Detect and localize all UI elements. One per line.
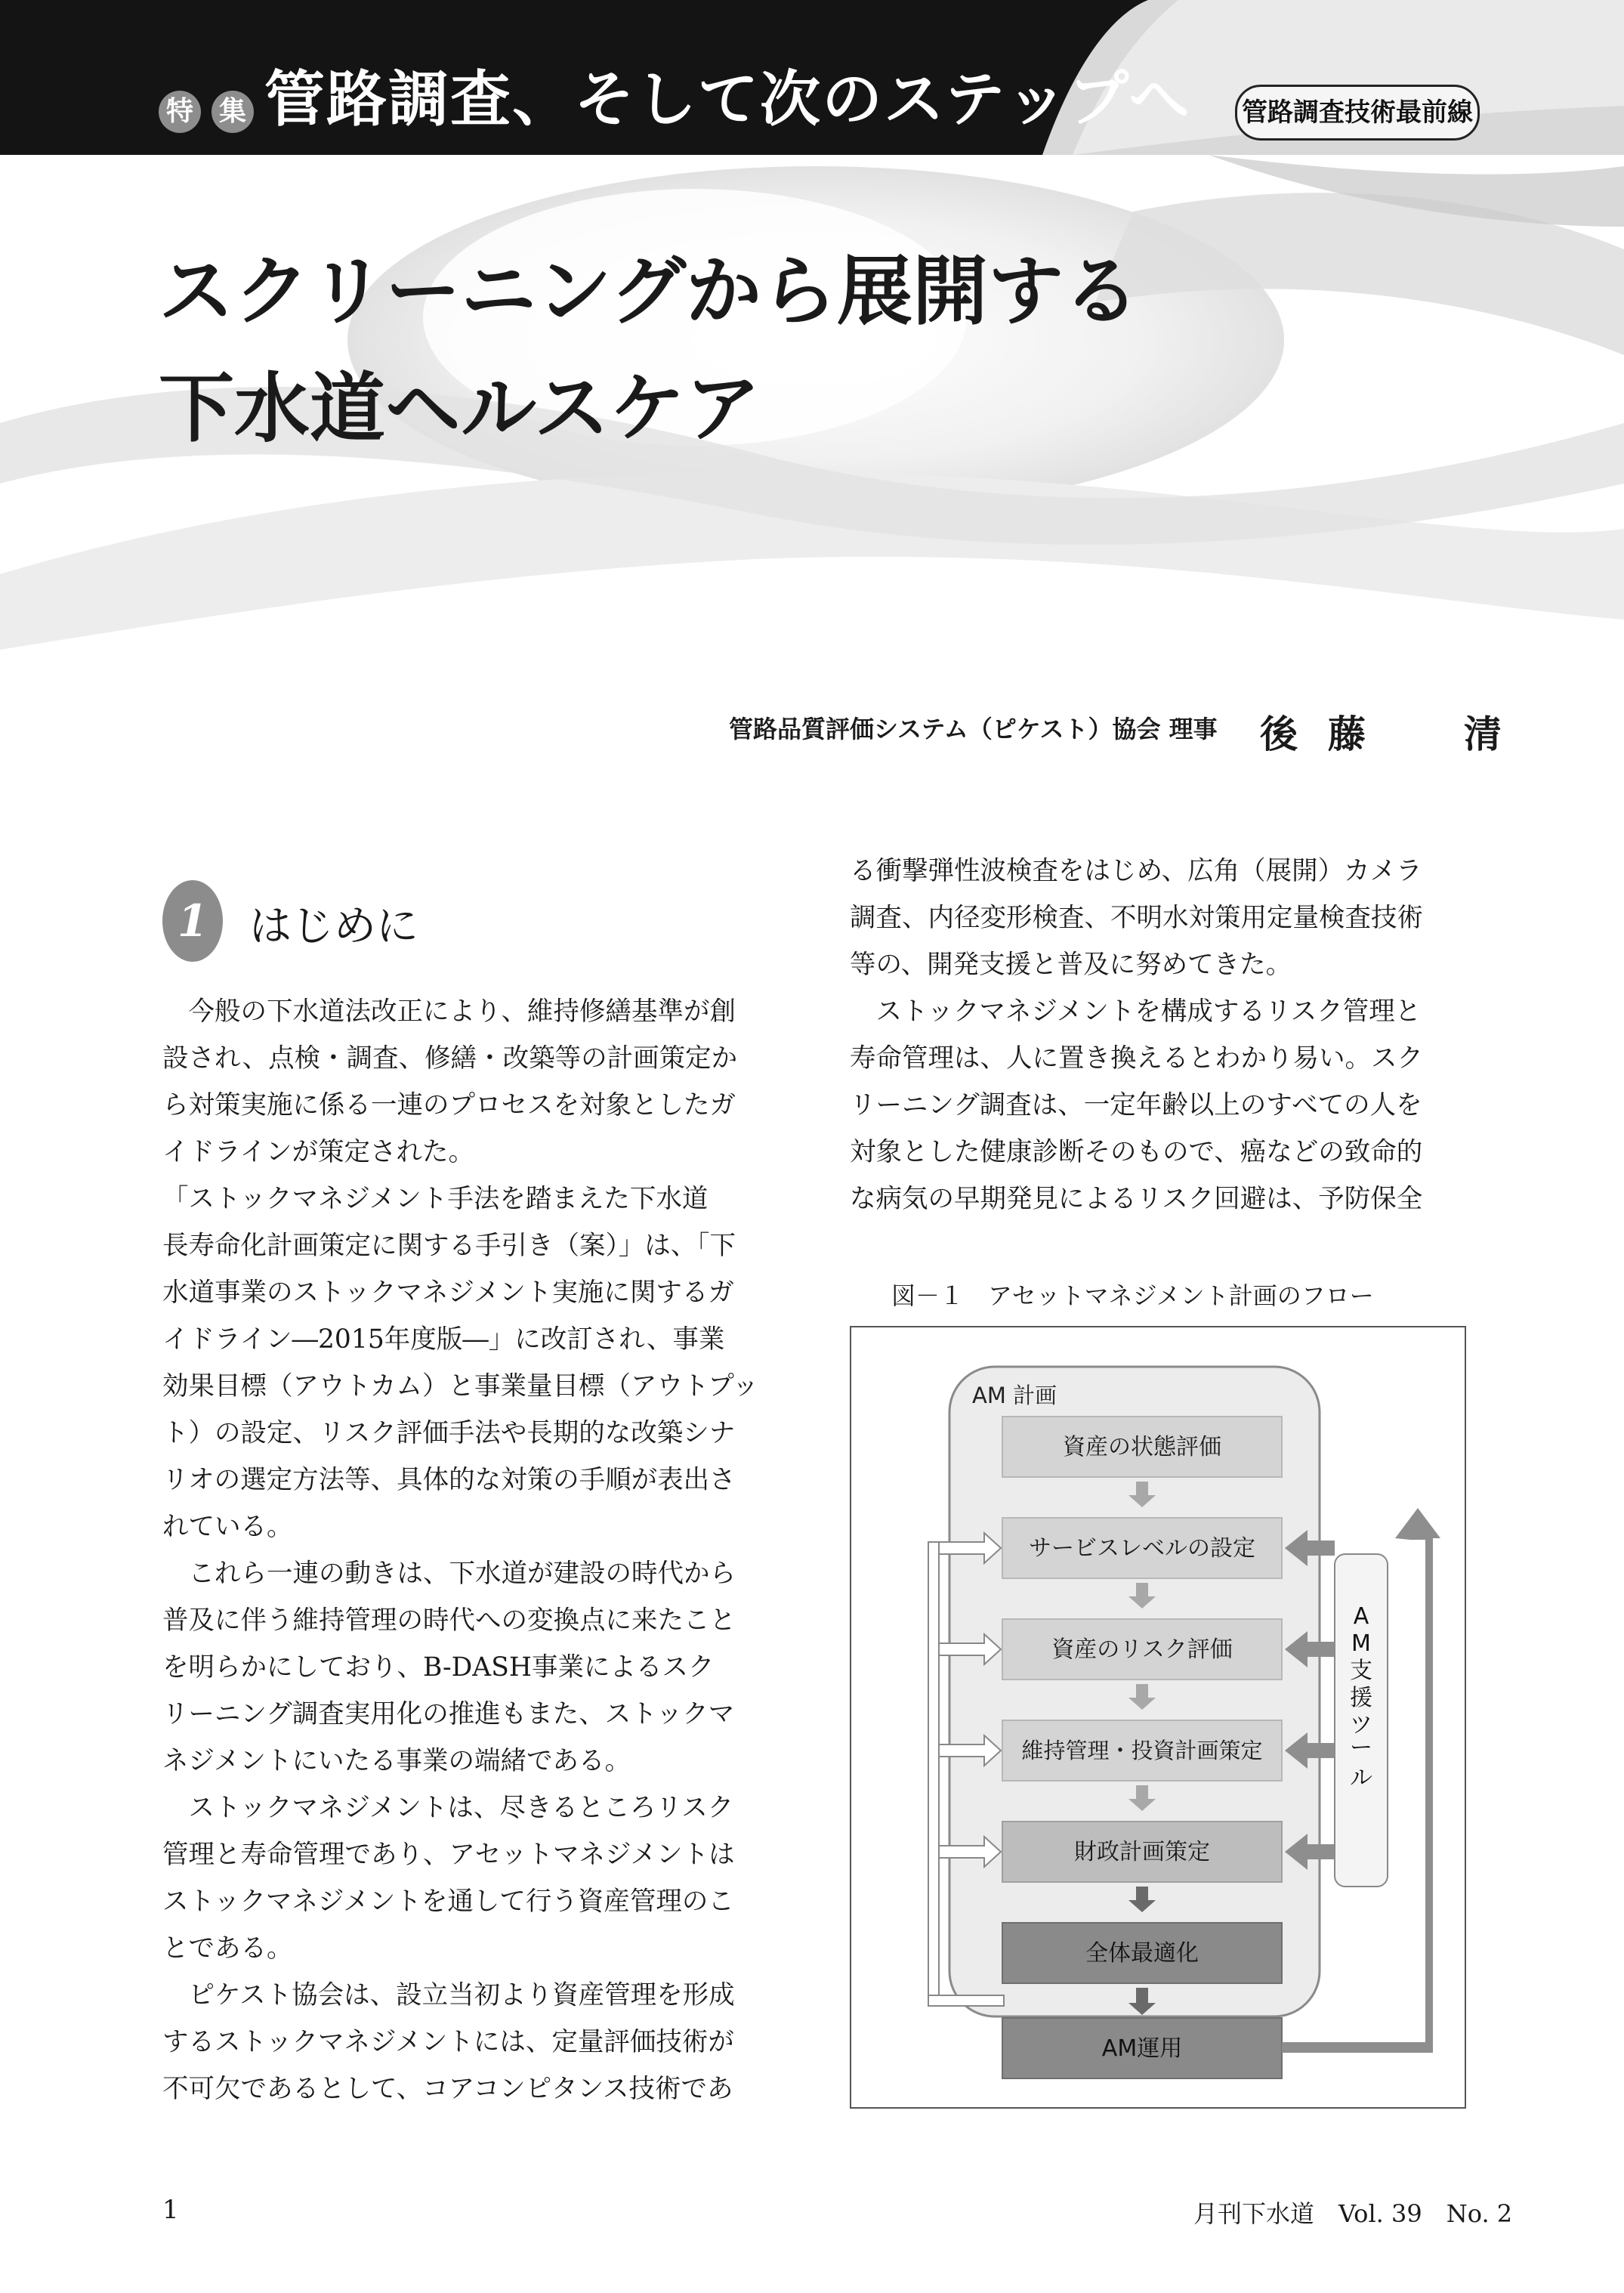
- body-line: 「ストックマネジメント手法を踏まえた下水道: [162, 1184, 709, 1214]
- tool-char: M: [1351, 1630, 1371, 1657]
- tool-char: A: [1353, 1603, 1369, 1630]
- body-line: ピケスト協会は、設立当初より資産管理を形成: [162, 1980, 735, 2010]
- body-line: 不可欠であるとして、コアコンピタンス技術であ: [162, 2074, 733, 2104]
- body-line: ストックマネジメントを通して行う資産管理のこ: [162, 1887, 734, 1917]
- body-line: これら一連の動きは、下水道が建設の時代から: [162, 1559, 736, 1589]
- journal-footer: 月刊下水道 Vol. 39 No. 2: [1193, 2199, 1513, 2228]
- article-title-line-1: スクリーニングから展開する: [159, 246, 1139, 335]
- body-line: ら対策実施に係る一連のプロセスを対象としたガ: [162, 1090, 736, 1120]
- step-label-1: 資産の状態評価: [1063, 1434, 1221, 1460]
- tool-char: ー: [1350, 1735, 1372, 1761]
- tool-char: ル: [1350, 1765, 1372, 1791]
- am-operation-label: AM運用: [1101, 2035, 1183, 2062]
- body-line: れている。: [162, 1512, 293, 1542]
- body-line: リオの選定方法等、具体的な対策の手順が表出さ: [162, 1465, 736, 1495]
- body-line: 管理と寿命管理であり、アセットマネジメントは: [162, 1840, 735, 1870]
- section-number-badge: 1: [162, 880, 223, 962]
- body-column-right: [850, 848, 1423, 1222]
- body-line: ト）の設定、リスク評価手法や長期的な改築シナ: [162, 1418, 736, 1448]
- body-line: を明らかにしており、B-DASH事業によるスク: [162, 1652, 715, 1683]
- body-line: 調査、内径変形検査、不明水対策用定量検査技術: [850, 903, 1423, 933]
- tool-char: ツ: [1350, 1712, 1372, 1738]
- body-line: リーニング調査は、一定年齢以上のすべての人を: [850, 1090, 1422, 1120]
- step-label-3: 資産のリスク評価: [1051, 1636, 1233, 1663]
- body-line: とである。: [162, 1933, 293, 1964]
- article-title-line-2: 下水道ヘルスケア: [159, 363, 761, 453]
- figure-frame: [850, 1326, 1466, 2109]
- step-label-5: 財政計画策定: [1074, 1839, 1210, 1865]
- body-line: 効果目標（アウトカム）と事業量目標（アウトプッ: [162, 1371, 759, 1401]
- body-line: 普及に伴う維持管理の時代への変換点に来たこと: [162, 1605, 736, 1636]
- body-line: 設され、点検・調査、修繕・改築等の計画策定か: [162, 1043, 738, 1074]
- figure-caption: 図－１ アセットマネジメント計画のフロー: [891, 1281, 1374, 1310]
- step-label-2: サービスレベルの設定: [1029, 1535, 1255, 1562]
- body-line: リーニング調査実用化の推進もまた、ストックマ: [162, 1699, 735, 1729]
- body-line: ストックマネジメントは、尽きるところリスク: [162, 1793, 734, 1823]
- body-line: ネジメントにいたる事業の端緒である。: [162, 1746, 631, 1776]
- body-line: な病気の早期発見によるリスク回避は、予防保全: [850, 1184, 1423, 1214]
- body-line: イドラインが策定された。: [162, 1137, 474, 1167]
- tool-char: 支: [1350, 1658, 1372, 1684]
- body-line: 対象とした健康診断そのもので、癌などの致命的: [850, 1137, 1423, 1167]
- author-name: 後藤 清: [1260, 712, 1532, 756]
- feature-badge-2: 集: [211, 91, 254, 133]
- body-line: 寿命管理は、人に置き換えるとわかり易い。スク: [850, 1043, 1423, 1074]
- feature-badge-1: 特: [159, 91, 201, 133]
- body-line: イドライン―2015年度版―」に改訂され、事業: [162, 1324, 725, 1355]
- section-title: はじめに: [249, 902, 418, 951]
- am-plan-label: AM 計画: [972, 1383, 1057, 1408]
- body-line: 等の、開発支援と普及に努めてきた。: [850, 950, 1292, 980]
- body-line: る衝撃弾性波検査をはじめ、広角（展開）カメラ: [850, 856, 1422, 886]
- body-line: ストックマネジメントを構成するリスク管理と: [850, 997, 1422, 1027]
- body-line: 長寿命化計画策定に関する手引き（案）」は、「下: [162, 1231, 736, 1261]
- body-line: 今般の下水道法改正により、維持修繕基準が創: [162, 997, 736, 1027]
- step-label-4: 維持管理・投資計画策定: [1021, 1738, 1263, 1763]
- series-tag-badge: 管路調査技術最前線: [1235, 85, 1480, 141]
- page-number: 1: [162, 2195, 179, 2225]
- step-label-6: 全体最適化: [1085, 1940, 1199, 1967]
- am-flow-diagram: [851, 1327, 1465, 2107]
- body-line: するストックマネジメントには、定量評価技術が: [162, 2027, 734, 2057]
- series-title: 管路調査、そして次のステップへ: [264, 64, 1191, 134]
- body-line: 水道事業のストックマネジメント実施に関するガ: [162, 1278, 734, 1308]
- author-affiliation: 管路品質評価システム（ピケスト）協会 理事: [729, 715, 1218, 743]
- body-column-left: [162, 988, 758, 2112]
- tool-char: 援: [1350, 1685, 1372, 1711]
